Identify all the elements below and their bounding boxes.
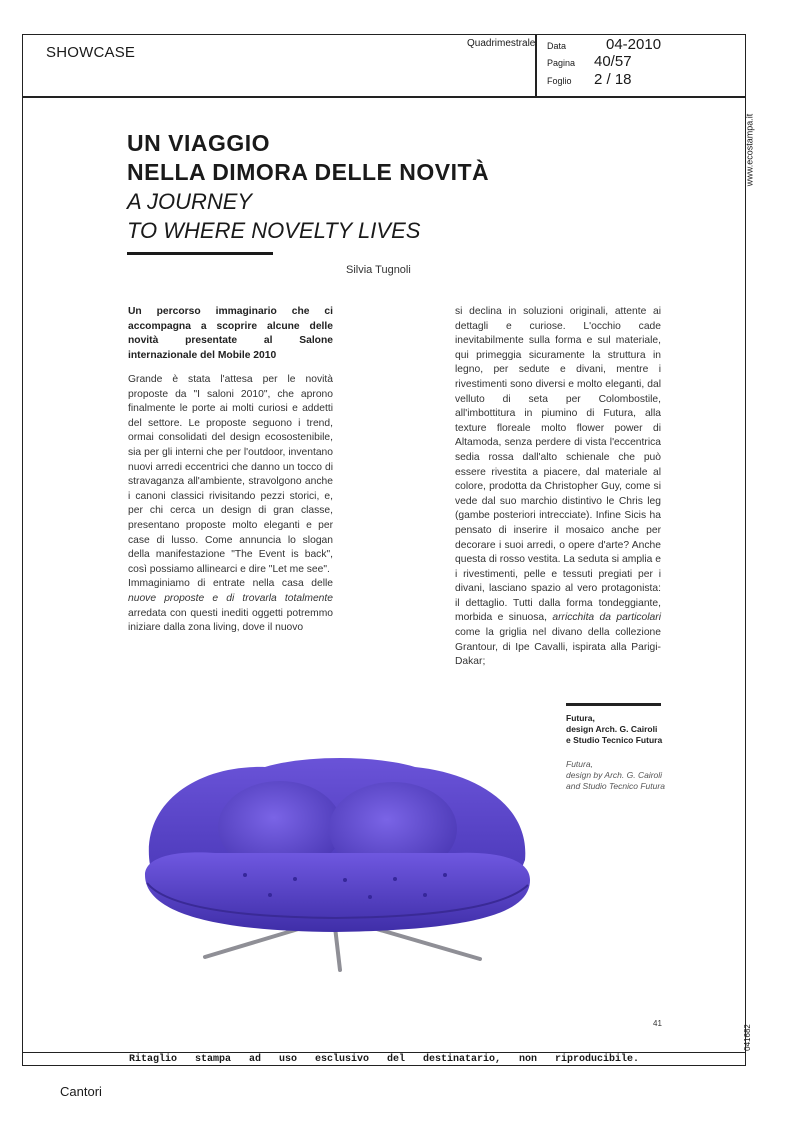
title-italian-line-2: NELLA DIMORA DELLE NOVITÀ — [127, 159, 490, 185]
publication-name: SHOWCASE — [46, 44, 136, 61]
clip-code-text: 041682 — [742, 1024, 752, 1051]
right-text-b: come la griglia nel divano della collezione Grantour, di Ipe Cavalli, ispirata alla Parigi-Dakar; — [455, 627, 661, 668]
clip-code-vertical-label — [742, 1020, 760, 1056]
author-name: Silvia Tugnoli — [346, 264, 411, 276]
title-italian-line-1: UN VIAGGIO — [127, 130, 271, 156]
website-vertical-label — [746, 112, 760, 192]
article-paragraph-3 — [455, 305, 661, 670]
title-rule — [127, 252, 273, 255]
article-column-right — [455, 305, 661, 670]
article-paragraph-1: Grande è stata l'attesa per le novità proposte da "I saloni 2010", che aprono finalmente le porte ai molti curiosi e addetti del settore. Le proposte seguono i trend, ormai consolidati del design ecosostenibile, sia per gli interni che per l'outdoor, inventano nuovi arredi eccentrici che danno un tocco di stravaganza all'ambiente, stravolgono anche i canoni classici rivisitando pezzi storici, e, per chi cerca un design di gran classe, presentano proposte molto eleganti e per case di lusso. Come annuncia lo slogan della manifestazione "The Event is back", così possiamo allinearci e dire "Let me see". — [128, 374, 333, 575]
date-value: 04-2010 — [606, 36, 662, 53]
caption-italian-line-1: Futura, — [566, 713, 595, 723]
website-text: www.ecostampa.it — [744, 113, 755, 187]
caption-rule — [566, 703, 661, 706]
page-value: 40/57 — [594, 53, 632, 70]
para2-text-italic: nuove proposte e di trovarla totalmente — [128, 592, 333, 604]
sheet-label: Foglio — [547, 76, 572, 86]
caption-english-line-3: and Studio Tecnico Futura — [566, 781, 665, 791]
title-english-line-1: A JOURNEY — [127, 189, 253, 214]
para2-text-b: arredata con questi inediti oggetti potremmo iniziare dalla zona living, dove il nuovo — [128, 607, 333, 634]
right-text-a: si declina in soluzioni originali, attente ai dettagli e curiose. L'occhio cade inevitabilmente sulla forma e sul materiale, qui primeggia sicuramente la struttura in legno, per sedute e divani, mentre i rivestimenti sono diversi e molto eleganti, dal velluto di seta per Colombostile, all'imbottitura in piumino di Futura, alla texture floreale molto flower power di Altamoda, senza perdere di vista l'eccentrica sedia rossa dall'alto schienale che può essere rivestita a piacere, dal materiale al colore, prodotta da Christopher Guy, come si vede dal suo marchio distintivo le Chris leg (gambe posteriori intrecciate). Infine Sicis ha pensato di inserire il mosaico anche per decorare i suoi arredi, o opere d'arte? Anche questa di rosso vestita. La seduta si amplia e i rivestimenti, pelle e tessuti pregiati per i divani, lasciano spazio al vero protagonista: il dettaglio. Tutti dalla forma tondeggiante, morbida e sinuosa, — [455, 306, 661, 624]
page-number: 41 — [653, 1019, 662, 1028]
page-label: Pagina — [547, 58, 576, 68]
article-paragraph-2 — [128, 577, 333, 635]
caption-english-line-1: Futura, — [566, 759, 593, 769]
date-label: Data — [547, 41, 567, 51]
caption-english — [566, 759, 676, 792]
article-column-left — [128, 373, 333, 636]
caption-italian — [566, 713, 676, 746]
title-english-line-2: TO WHERE NOVELTY LIVES — [127, 218, 421, 243]
armchair-icon — [135, 745, 535, 975]
sheet-value: 2 / 18 — [594, 71, 632, 88]
footer-client-name: Cantori — [60, 1084, 102, 1099]
disclaimer-text: Ritaglio stampa ad uso esclusivo del destinatario, non riproducibile. — [128, 1054, 640, 1065]
article-lead: Un percorso immaginario che ci accompagna a scoprire alcune delle novità presentate al Salone internazionale del Mobile 2010 — [128, 306, 333, 361]
caption-italian-line-2: design Arch. G. Cairoli — [566, 724, 658, 734]
caption-english-line-2: design by Arch. G. Cairoli — [566, 770, 663, 780]
para2-text-a: Immaginiamo di entrate nella casa delle — [128, 578, 333, 590]
publication-frequency: Quadrimestrale — [467, 38, 536, 49]
right-text-italic: arricchita da particolari — [552, 612, 661, 624]
caption-italian-line-3: e Studio Tecnico Futura — [566, 735, 663, 745]
armchair-photo — [135, 745, 535, 975]
